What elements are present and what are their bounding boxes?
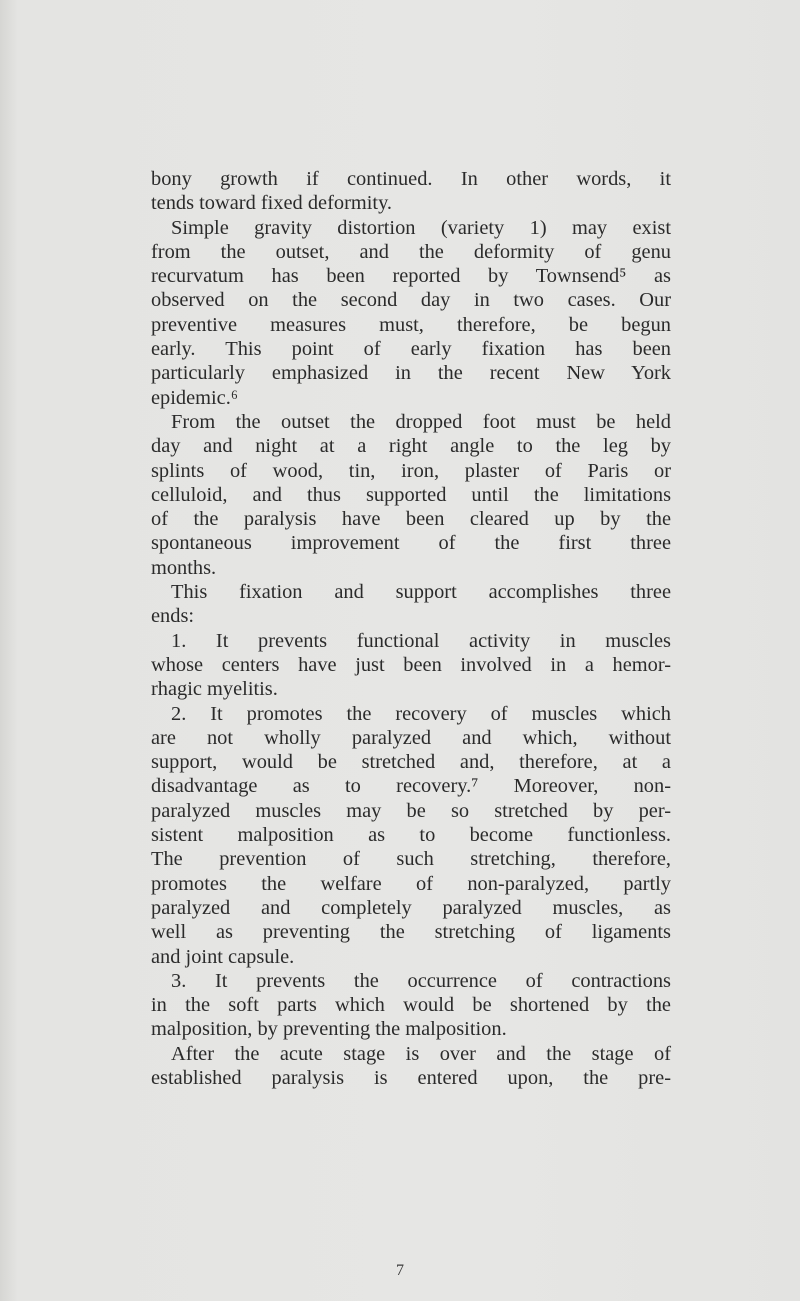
text-line: established paralysis is entered upon, the pre-: [151, 1066, 671, 1089]
text-line: tends toward fixed deformity.: [151, 192, 393, 215]
text-line: bony growth if continued. In other words, it: [151, 168, 671, 190]
text-line: splints of wood, tin, iron, plaster of Paris or: [151, 459, 671, 482]
text-line: epidemic.⁶: [151, 386, 238, 409]
text-line: malposition, by preventing the malposition.: [151, 1018, 507, 1041]
text-line: 3. It prevents the occurrence of contractions: [171, 969, 671, 992]
text-line: particularly emphasized in the recent New York: [151, 362, 671, 385]
text-line: observed on the second day in two cases. Our: [151, 289, 671, 312]
text-line: The prevention of such stretching, therefore,: [151, 848, 671, 871]
text-line: paralyzed and completely paralyzed muscles, as: [151, 896, 671, 919]
text-line: from the outset, and the deformity of genu: [151, 240, 671, 263]
text-line: are not wholly paralyzed and which, without: [151, 726, 671, 749]
text-line: This fixation and support accomplishes three: [171, 581, 671, 604]
text-line: promotes the welfare of non-paralyzed, partly: [151, 872, 671, 895]
text-line: From the outset the dropped foot must be held: [171, 410, 671, 433]
text-line: sistent malposition as to become functionless.: [151, 824, 671, 847]
text-line: and joint capsule.: [151, 945, 295, 968]
text-line: months.: [151, 556, 217, 579]
text-line: disadvantage as to recovery.⁷ Moreover, non-: [151, 775, 671, 798]
text-line: 2. It promotes the recovery of muscles which: [171, 702, 671, 725]
body-text: [151, 167, 671, 1090]
text-line: day and night at a right angle to the leg by: [151, 435, 671, 458]
page-number: 7: [396, 1262, 404, 1279]
text-line: well as preventing the stretching of ligaments: [151, 921, 671, 944]
text-line: Simple gravity distortion (variety 1) may exist: [171, 216, 671, 239]
text-line: preventive measures must, therefore, be begun: [151, 313, 671, 336]
text-line: rhagic myelitis.: [151, 678, 278, 701]
text-line: spontaneous improvement of the first three: [151, 532, 671, 555]
text-line: in the soft parts which would be shortened by the: [151, 994, 671, 1017]
text-line: 1. It prevents functional activity in muscles: [171, 629, 671, 652]
text-line: paralyzed muscles may be so stretched by per-: [151, 799, 671, 822]
text-line: whose centers have just been involved in a hemor-: [151, 653, 671, 676]
text-line: ends:: [151, 605, 195, 628]
text-line: of the paralysis have been cleared up by the: [151, 508, 671, 531]
text-line: recurvatum has been reported by Townsend⁵ as: [151, 265, 671, 288]
text-line: After the acute stage is over and the stage of: [171, 1042, 671, 1065]
text-line: early. This point of early fixation has been: [151, 338, 671, 361]
text-line: celluloid, and thus supported until the limitations: [151, 483, 671, 506]
text-line: support, would be stretched and, therefore, at a: [151, 751, 671, 774]
